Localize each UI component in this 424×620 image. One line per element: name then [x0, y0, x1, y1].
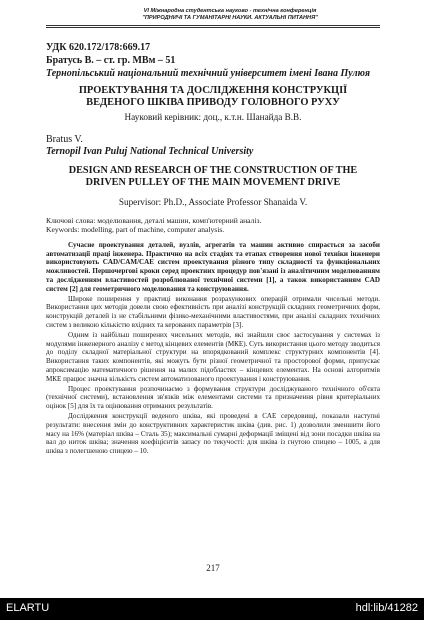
authors-en: Bratus V.: [46, 134, 83, 145]
title-ua: [46, 85, 380, 109]
repository-footer: [0, 598, 424, 620]
keywords-ua: Ключові слова: моделювання, деталі машин, комп'ютерний аналіз.: [46, 216, 262, 225]
paragraph-2: Широке поширення у практиці виконання розрахункових операцій отримали чисельні методи. Використання цих методів довели свою ефективність при аналізі конструкцій складних геометричних форм, конструкцій деталей із не стабільними фізико-механічними властивостями, при аналізі складних технічних систем з великою кількістю вхідних та керованих параметрів [3].: [46, 294, 380, 329]
udc-code: УДК 620.172/178:669.17: [46, 42, 151, 53]
title-en: [46, 165, 380, 189]
body-text: [46, 241, 380, 457]
supervisor-en: Supervisor: Ph.D., Associate Professor Shanaida V.: [118, 197, 308, 207]
header-rule-bottom: [46, 27, 380, 28]
affiliation-en: Ternopil Ivan Puluj National Technical University: [46, 146, 254, 157]
title-en-line-1: DESIGN AND RESEARCH OF THE CONSTRUCTION OF THE: [68, 165, 358, 176]
title-ua-line-1: ПРОЕКТУВАННЯ ТА ДОСЛІДЖЕННЯ КОНСТРУКЦІЇ: [78, 85, 348, 96]
title-ua-line-2: ВЕДЕНОГО ШКІВА ПРИВОДУ ГОЛОВНОГО РУХУ: [86, 97, 340, 108]
page-number: 217: [206, 563, 220, 573]
authors-ua: Братусь В. – ст. гр. МВм – 51: [46, 55, 176, 66]
supervisor-ua: Науковий керівник: доц., к.т.н. Шанайда В.В.: [124, 112, 302, 122]
conference-header: [80, 8, 380, 22]
paragraph-3: Одним із найбільш поширених чисельних методів, які знайшли своє застосування у системах із модулями інженерного аналізу є метод кінцевих елементів (МКЕ). Суть використання цього методу зводиться до поділу складної матеріальної структури на впорядкований комплекс структурних компонентів [4]. Використання таких компонентів, які можуть бути різної геометричної та просторової форми, припускає апроксимацію математичного рішення на малих підобластях – кінцевих елементах. На основі алгоритмів МКЕ працює значна кількість систем автоматизованого проектування і конструювання.: [46, 331, 380, 383]
affiliation-ua: Тернопільський національний технічний університет імені Івана Пулюя: [46, 68, 371, 79]
paragraph-5: Дослідження конструкції веденого шківа, які проведені в CAE середовищі, показали наступні результати: внесення змін до конструктивних характеристик шківа (див. рис. 1) дозволили зменшити його масу на 16% (матеріал шківа – Сталь 35); максимальні сумарні деформації зміщені від зони посадки шківа на вал до ниток шківа; значення коефіцієнтів запасу по текучості: для шківа із гнутою спицею – 1005, а для шківа з полегшеною спицею – 10.: [46, 412, 380, 456]
handle-id: hdl:lib/41282: [355, 602, 418, 614]
paragraph-1: Сучасне проектування деталей, вузлів, агрегатів та машин активно спирається за засоби автоматизації праці інженера. Практично на всіх стадіях та етапах створення нової техніки інженери використовують CAD/CAM/CAE систем проектування різного типу складності та функціональних можливостей. Першочергові кроки серед проектних процедур пов'язані із аналітичним моделюванням та дослідженням властивостей розроблюваної технічної системи [1], а також використанням CAD систем [2] для геометричного моделювання та конструювання.: [46, 241, 380, 293]
keywords-en: Keywords: modelling, part of machine, computer analysis.: [46, 225, 225, 234]
title-en-line-2: DRIVEN PULLEY OF THE MAIN MOVEMENT DRIVE: [85, 177, 341, 188]
repository-name: ELARTU: [6, 602, 50, 614]
conference-line-2: "ПРИРОДНИЧІ ТА ГУМАНІТАРНІ НАУКИ. АКТУАЛЬНІ ПИТАННЯ": [142, 15, 318, 21]
header-rule-top: [46, 25, 380, 26]
paragraph-4: Процес проектування розпочинаємо з формування структури досліджуваного технічного об'єкта (технічної системи), встановлення зв'язків між елементами системи та призначення рівня критеріальних оцінок [5] для їх та оцінювання отриманих результатів.: [46, 384, 380, 411]
conference-line-1: VI Міжнародна студентська науково - технічна конференція: [143, 8, 317, 14]
